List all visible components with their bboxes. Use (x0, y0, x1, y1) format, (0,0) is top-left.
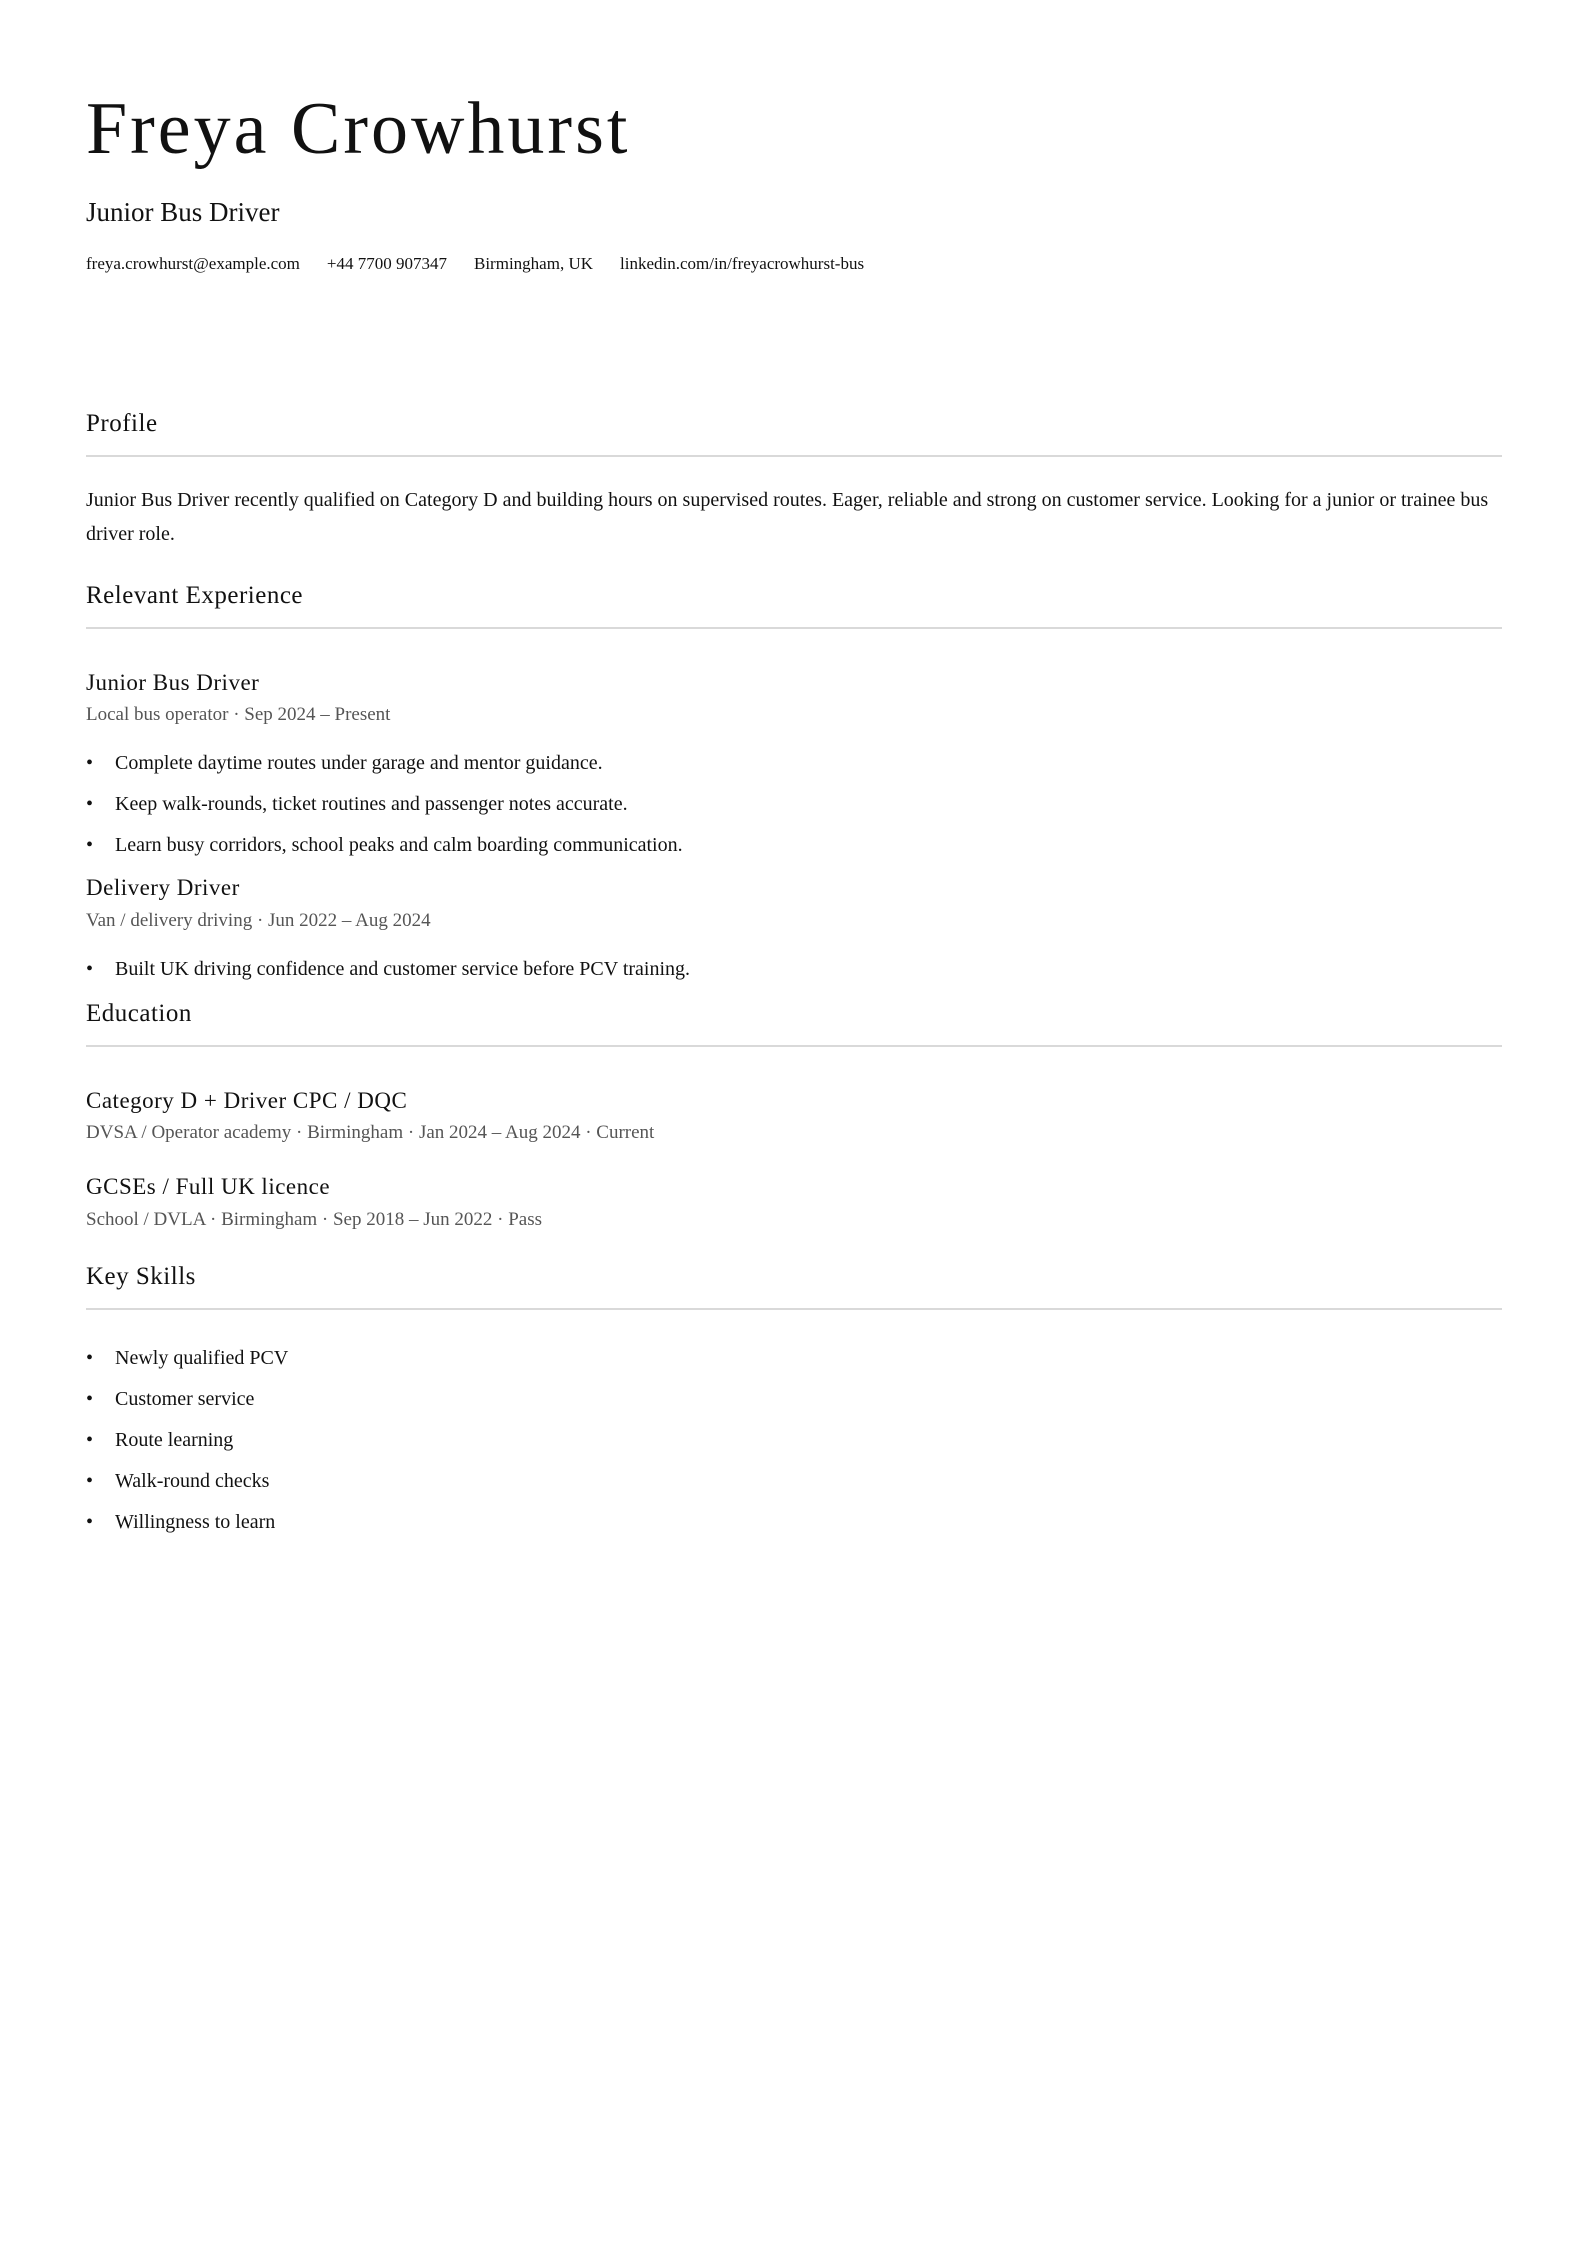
entry-meta: School / DVLA · Birmingham · Sep 2018 – Jun 2022 · Pass (86, 1208, 542, 1230)
entry-meta: Van / delivery driving · Jun 2022 – Aug 2024 (86, 909, 431, 931)
skill-text: Route learning (115, 1429, 234, 1452)
entry-meta: Local bus operator · Sep 2024 – Present (86, 704, 391, 726)
profile-heading: Profile (86, 409, 1502, 457)
skill-text: Walk-round checks (115, 1470, 270, 1493)
skill-item (86, 1510, 1502, 1534)
bullet-dot: • (86, 1470, 94, 1493)
entry-title: GCSEs / Full UK licence (86, 1173, 331, 1199)
bullet-dot: • (86, 834, 94, 857)
profile-section (86, 409, 1502, 551)
skills-section (86, 1262, 1502, 1534)
profile-text: Junior Bus Driver recently qualified on Category D and building hours on supervised routes. Eager, reliable and strong on customer service. Looking for a junior or trainee bus driver role. (86, 488, 1489, 545)
bullet-text: Built UK driving confidence and customer service before PCV training. (115, 957, 691, 980)
contact-linkedin: linkedin.com/in/freyacrowhurst-bus (620, 254, 865, 274)
bullet-dot: • (86, 1511, 94, 1534)
education-heading: Education (86, 999, 1502, 1047)
contact-phone: +44 7700 907347 (326, 254, 447, 274)
experience-entry (86, 669, 1502, 857)
bullet-dot: • (86, 1347, 94, 1370)
bullet-dot: • (86, 1429, 94, 1452)
bullet-dot: • (86, 793, 94, 816)
bullet-item (86, 751, 1502, 775)
skill-item (86, 1469, 1502, 1493)
contact-location: Birmingham, UK (474, 254, 593, 274)
bullet-item (86, 792, 1502, 816)
entry-bullets (86, 957, 1502, 981)
bullet-item (86, 957, 1502, 981)
skill-item (86, 1387, 1502, 1411)
entry-bullets (86, 751, 1502, 857)
entry-title: Delivery Driver (86, 875, 240, 901)
education-entry (86, 1173, 1502, 1231)
skill-text: Willingness to learn (115, 1511, 276, 1534)
entry-title: Category D + Driver CPC / DQC (86, 1087, 408, 1113)
education-section (86, 999, 1502, 1232)
experience-entry (86, 874, 1502, 980)
contact-email: freya.crowhurst@example.com (86, 254, 300, 274)
skill-text: Newly qualified PCV (115, 1347, 289, 1370)
skill-item (86, 1428, 1502, 1452)
entry-title: Junior Bus Driver (86, 669, 260, 695)
skills-list (86, 1346, 1502, 1534)
bullet-dot: • (86, 1388, 94, 1411)
bullet-dot: • (86, 752, 94, 775)
candidate-name: Freya Crowhurst (86, 88, 631, 170)
skill-text: Customer service (115, 1388, 255, 1411)
job-title: Junior Bus Driver (86, 197, 280, 227)
skill-item (86, 1346, 1502, 1370)
experience-section (86, 581, 1502, 981)
education-entry (86, 1087, 1502, 1145)
bullet-text: Keep walk-rounds, ticket routines and passenger notes accurate. (115, 793, 628, 816)
bullet-text: Learn busy corridors, school peaks and calm boarding communication. (115, 834, 683, 857)
bullet-dot: • (86, 957, 94, 980)
bullet-item (86, 833, 1502, 857)
entry-meta: DVSA / Operator academy · Birmingham · Jan 2024 – Aug 2024 · Current (86, 1122, 655, 1144)
skills-heading: Key Skills (86, 1262, 1502, 1310)
experience-heading: Relevant Experience (86, 581, 1502, 629)
contact-line (86, 254, 1502, 274)
bullet-text: Complete daytime routes under garage and mentor guidance. (115, 752, 603, 775)
